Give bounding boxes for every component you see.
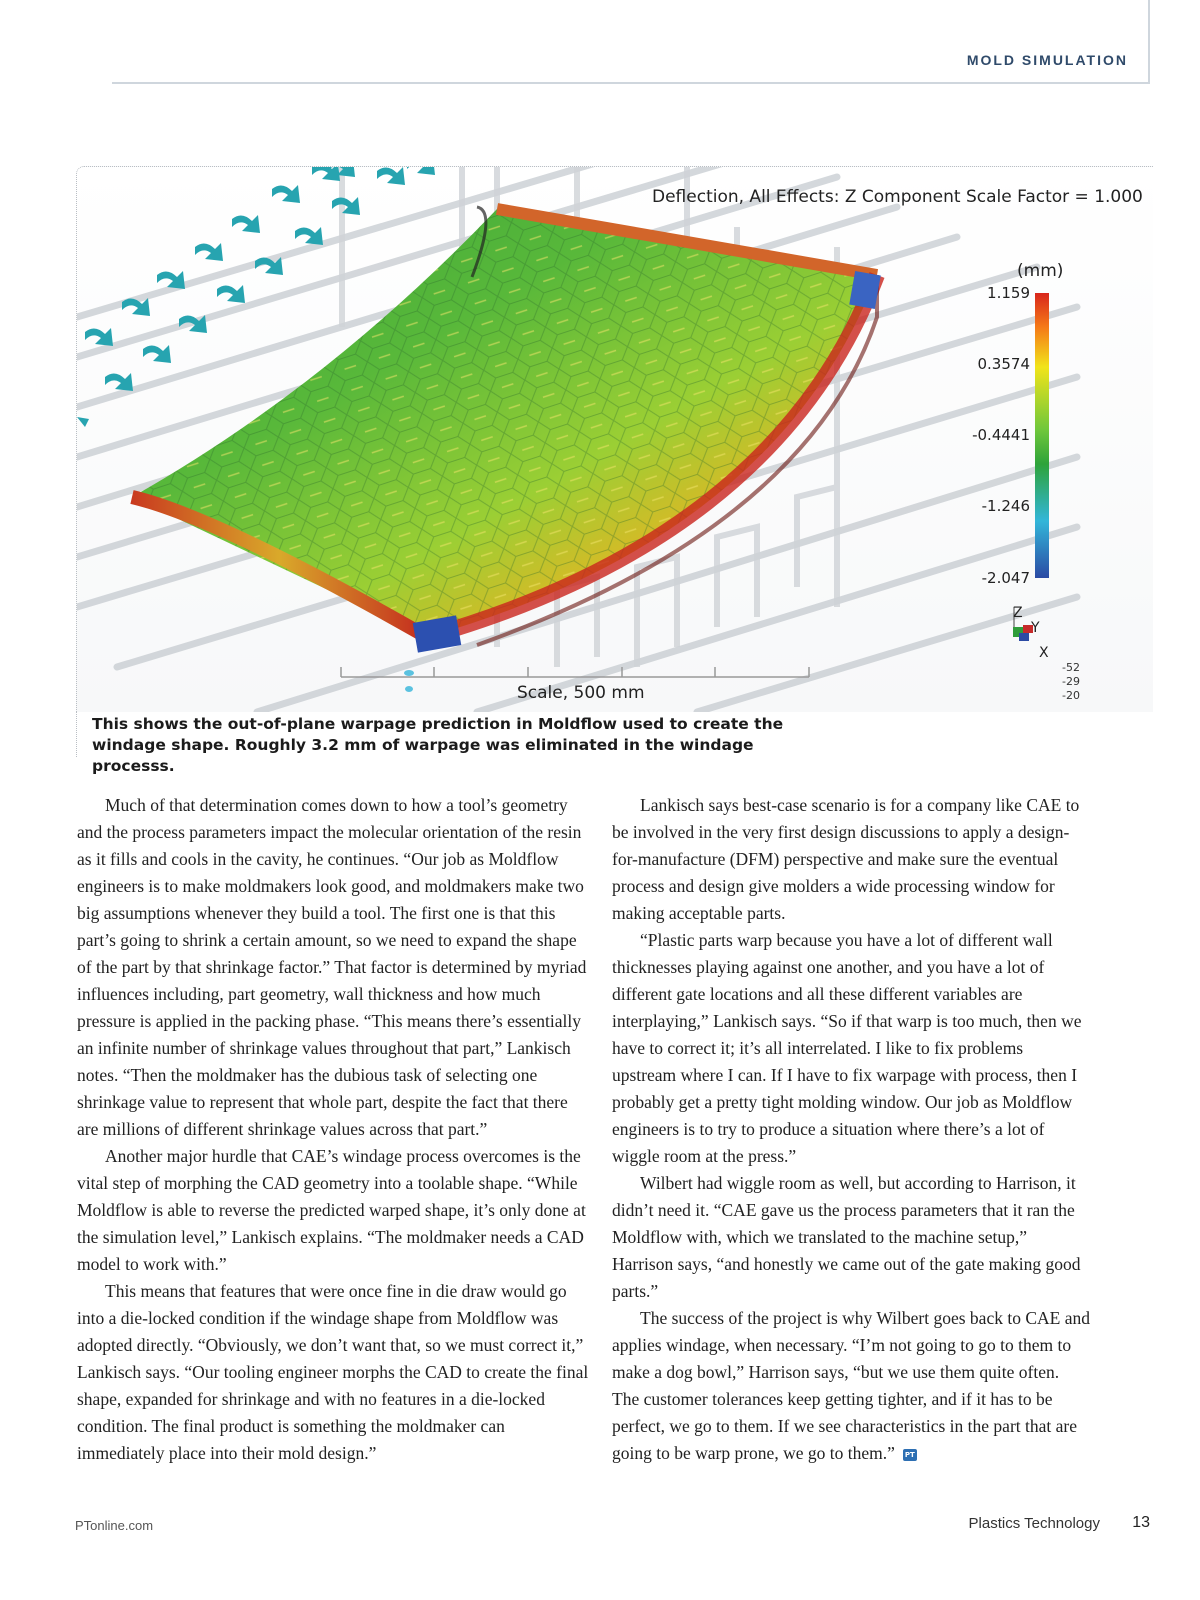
page-number: 13 — [1132, 1514, 1150, 1531]
gate-marker — [404, 670, 414, 692]
warped-part — [132, 207, 881, 653]
figure-title: Deflection, All Effects: Z Component Scale Factor = 1.000 — [652, 187, 1143, 207]
article-paragraph: Another major hurdle that CAE’s windage process overcomes is the vital step of morphing the CAD geometry into a toolable shape. “While Moldflow is able to reverse the predicted warped shape, it’s only done at the simulation level,” Lankisch explains. “The moldmaker needs a CAD model to work with.” — [77, 1146, 586, 1274]
article-paragraph-last — [612, 1305, 1090, 1467]
legend-tick: 1.159 — [987, 284, 1030, 302]
legend-tick: 0.3574 — [977, 355, 1030, 373]
legend-color-bar — [1035, 293, 1049, 578]
article-column-left — [77, 792, 589, 1467]
figure-caption-region — [76, 711, 837, 775]
legend-unit: (mm) — [1017, 261, 1064, 281]
article-paragraph: This means that features that were once fine in die draw would go into a die-locked condition if the windage shape from Moldflow was adopted directly. “Obviously, we don’t want that, so we must correct it,” Lankisch says. “Our tooling engineer morphs the CAD to create the final shape, expanded for shrinkage and with no features in a die-locked condition. The final product is something the moldmaker can immediately place into their mold design.” — [77, 1281, 589, 1463]
article-paragraph: Wilbert had wiggle room as well, but according to Harrison, it didn’t need it. “CAE gave us the process parameters that it ran the Moldflow with, which we translated to the machine setup,” Harrison says, “and honestly we came out of the gate making good parts.” — [612, 1173, 1081, 1301]
article-paragraph-text: The success of the project is why Wilbert goes back to CAE and applies windage, when necessary. “I’m not going to go to them to make a dog bowl,” Harrison says, “but we use them quite often. The customer tolerances keep getting tighter, and if it has to be perfect, we go to them. If we see characteristics in the part that are going to be warp prone, we go to them.” — [612, 1308, 1090, 1463]
axis-z-label: Z — [1013, 605, 1023, 621]
legend-tick: -2.047 — [981, 569, 1030, 587]
article-paragraph: Much of that determination comes down to how a tool’s geometry and the process parameters impact the molecular orientation of the resin as it fills and cools in the cavity, he continues. “Our job as Moldflow engineers is to make moldmakers look good, and moldmakers make two big assumptions whenever they build a tool. The first one is that this part’s going to shrink a certain amount, so we need to expand the shape of the part by that shrinkage factor.” That factor is determined by myriad influences including, part geometry, wall thickness and how much pressure is applied in the packing phase. “This means there’s essentially an infinite number of shrinkage values throughout that part,” Lankisch notes. “Then the moldmaker has the dubious task of selecting one shrinkage value to represent that whole part, despite the fact that there are millions of different shrinkage values across that part.” — [77, 795, 587, 1139]
article-paragraph: Lankisch says best-case scenario is for a company like CAE to be involved in the very first design discussions to apply a design-for-manufacture (DFM) perspective and make sure the eventual process and design give molders a wide processing window for making acceptable parts. — [612, 795, 1080, 923]
small-value: -29 — [1062, 675, 1080, 688]
article-column-right — [612, 792, 1090, 1467]
article-paragraph: “Plastic parts warp because you have a lot of different wall thicknesses playing against one another, and you have a lot of different gate locations and all these different variables are interplaying,” Lankisch says. “So if that warp is too much, then we have to correct it; it’s all interrelated. I like to fix problems upstream where I can. If I have to fix warpage with process, then I probably get a pretty tight molding window. Our job as Moldflow engineers is to try to produce a situation where there’s a lot of wiggle room at the press.” — [612, 930, 1082, 1166]
figure-caption: This shows the out-of-plane warpage prediction in Moldflow used to create the windage shape. Roughly 3.2 mm of warpage was eliminated in the windage processs. — [92, 715, 784, 775]
axis-y-label: Y — [1031, 620, 1040, 636]
scale-label: Scale, 500 mm — [517, 683, 645, 703]
small-value: -20 — [1062, 689, 1080, 702]
section-label: MOLD SIMULATION — [966, 52, 1128, 68]
footer-site[interactable]: PTonline.com — [75, 1518, 154, 1533]
axis-x-label: X — [1039, 645, 1049, 661]
header-rule — [112, 82, 1150, 84]
header-frame-corner — [1148, 0, 1150, 84]
footer-magazine: Plastics Technology — [968, 1515, 1100, 1532]
end-of-story-icon: PT — [903, 1449, 917, 1461]
legend-tick: -1.246 — [981, 497, 1030, 515]
warpage-figure — [76, 166, 1153, 712]
legend-tick: -0.4441 — [972, 426, 1030, 444]
small-value: -52 — [1062, 661, 1080, 674]
